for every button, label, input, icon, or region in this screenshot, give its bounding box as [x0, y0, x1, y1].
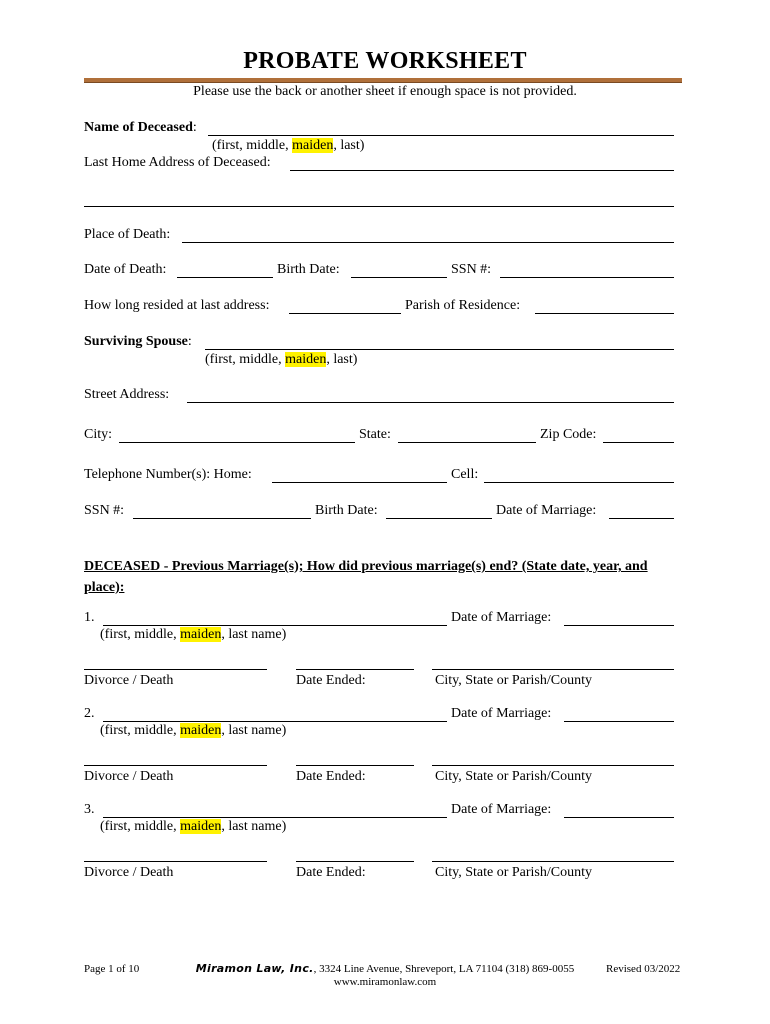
prev-marriage-date-label: Date of Marriage:: [451, 802, 552, 817]
marriage-number: 1.: [84, 610, 95, 625]
page-title: PROBATE WORKSHEET: [243, 48, 527, 74]
hint-text: , last name): [221, 819, 287, 834]
page-number: Page 1 of 10: [84, 963, 140, 975]
hint-text: , last name): [221, 723, 287, 738]
marriage-date-field[interactable]: [609, 518, 674, 519]
prev-marriage-date-field[interactable]: [564, 625, 674, 626]
marriage-number: 3.: [84, 802, 95, 817]
date-of-death-field[interactable]: [177, 277, 273, 278]
prev-marriage-date-label: Date of Marriage:: [451, 610, 552, 625]
city-state-label: City, State or Parish/County: [435, 673, 592, 688]
spouse-ssn-field[interactable]: [133, 518, 311, 519]
hint-highlight: maiden: [285, 352, 327, 367]
state-field[interactable]: [398, 442, 536, 443]
city-state-field[interactable]: [432, 669, 674, 670]
resided-field[interactable]: [289, 313, 401, 314]
divorce-death-label: Divorce / Death: [84, 769, 174, 784]
parish-field[interactable]: [535, 313, 674, 314]
spouse-name-hint: [205, 352, 357, 368]
zip-field[interactable]: [603, 442, 674, 443]
hint-text: (first, middle,: [100, 723, 181, 738]
place-of-death-label: Place of Death:: [84, 227, 171, 242]
prev-marriage-date-field[interactable]: [564, 721, 674, 722]
spouse-birth-label: Birth Date:: [315, 503, 378, 518]
prev-spouse-hint: [100, 627, 286, 643]
revised-date: Revised 03/2022: [606, 963, 681, 975]
place-of-death-field[interactable]: [182, 242, 674, 243]
city-state-field[interactable]: [432, 861, 674, 862]
city-field[interactable]: [119, 442, 355, 443]
hint-highlight: maiden: [180, 819, 222, 834]
previous-marriages-heading: DECEASED - Previous Marriage(s); How did previous marriage(s) end? (State date, year, and place):: [84, 559, 648, 595]
divorce-death-field[interactable]: [84, 669, 267, 670]
divorce-death-label: Divorce / Death: [84, 673, 174, 688]
cell-label: Cell:: [451, 467, 479, 482]
prev-spouse-name-field[interactable]: [103, 817, 447, 818]
prev-marriage-date-field[interactable]: [564, 817, 674, 818]
state-label: State:: [359, 427, 391, 442]
hint-highlight: maiden: [292, 138, 334, 153]
birth-date-label: Birth Date:: [277, 262, 340, 277]
prev-spouse-hint: [100, 723, 286, 739]
hint-highlight: maiden: [180, 723, 222, 738]
prev-spouse-name-field[interactable]: [103, 625, 447, 626]
deceased-name-label-row: [84, 120, 197, 136]
spouse-ssn-label: SSN #:: [84, 503, 125, 518]
hint-text: (first, middle,: [212, 138, 293, 153]
street-address-label: Street Address:: [84, 387, 170, 402]
colon: :: [187, 334, 192, 349]
resided-label: How long resided at last address:: [84, 298, 270, 313]
address-field[interactable]: [290, 170, 674, 171]
city-label: City:: [84, 427, 113, 442]
firm-address: , 3324 Line Avenue, Shreveport, LA 71104 (318) 869-0055: [313, 963, 575, 975]
birth-date-field[interactable]: [351, 277, 447, 278]
hint-text: , last name): [221, 627, 287, 642]
hint-text: (first, middle,: [100, 627, 181, 642]
firm-logo: Miramon Law, Inc.: [195, 962, 314, 975]
date-ended-field[interactable]: [296, 765, 414, 766]
date-of-death-label: Date of Death:: [84, 262, 167, 277]
spouse-name-field[interactable]: [205, 349, 674, 350]
city-state-label: City, State or Parish/County: [435, 769, 592, 784]
prev-marriage-date-label: Date of Marriage:: [451, 706, 552, 721]
city-state-field[interactable]: [432, 765, 674, 766]
hint-highlight: maiden: [180, 627, 222, 642]
zip-label: Zip Code:: [540, 427, 597, 442]
prev-spouse-name-field[interactable]: [103, 721, 447, 722]
date-ended-label: Date Ended:: [296, 865, 366, 880]
title-divider: [84, 78, 682, 83]
phone-home-label: Telephone Number(s): Home:: [84, 467, 252, 482]
street-address-field[interactable]: [187, 402, 674, 403]
prev-spouse-hint: [100, 819, 286, 835]
marriage-date-label: Date of Marriage:: [496, 503, 597, 518]
hint-text: (first, middle,: [100, 819, 181, 834]
spouse-label: Surviving Spouse: [84, 334, 188, 349]
city-state-label: City, State or Parish/County: [435, 865, 592, 880]
divorce-death-field[interactable]: [84, 765, 267, 766]
marriage-number: 2.: [84, 706, 95, 721]
phone-home-field[interactable]: [272, 482, 447, 483]
hint-text: , last): [333, 138, 365, 153]
firm-website: www.miramonlaw.com: [333, 976, 437, 988]
date-ended-label: Date Ended:: [296, 769, 366, 784]
spouse-birth-field[interactable]: [386, 518, 492, 519]
deceased-name-hint: [212, 138, 364, 154]
hint-text: (first, middle,: [205, 352, 286, 367]
date-ended-label: Date Ended:: [296, 673, 366, 688]
divorce-death-label: Divorce / Death: [84, 865, 174, 880]
date-ended-field[interactable]: [296, 861, 414, 862]
deceased-name-field[interactable]: [208, 135, 674, 136]
ssn-label: SSN #:: [451, 262, 492, 277]
page-subtitle: Please use the back or another sheet if enough space is not provided.: [193, 84, 577, 99]
colon: :: [192, 120, 197, 135]
deceased-name-label: Name of Deceased: [84, 120, 193, 135]
divorce-death-field[interactable]: [84, 861, 267, 862]
parish-label: Parish of Residence:: [405, 298, 521, 313]
spouse-label-row: [84, 334, 192, 350]
date-ended-field[interactable]: [296, 669, 414, 670]
hint-text: , last): [326, 352, 358, 367]
address-label: Last Home Address of Deceased:: [84, 155, 271, 170]
cell-field[interactable]: [484, 482, 674, 483]
ssn-field[interactable]: [500, 277, 674, 278]
address-field-line2[interactable]: [84, 206, 674, 207]
